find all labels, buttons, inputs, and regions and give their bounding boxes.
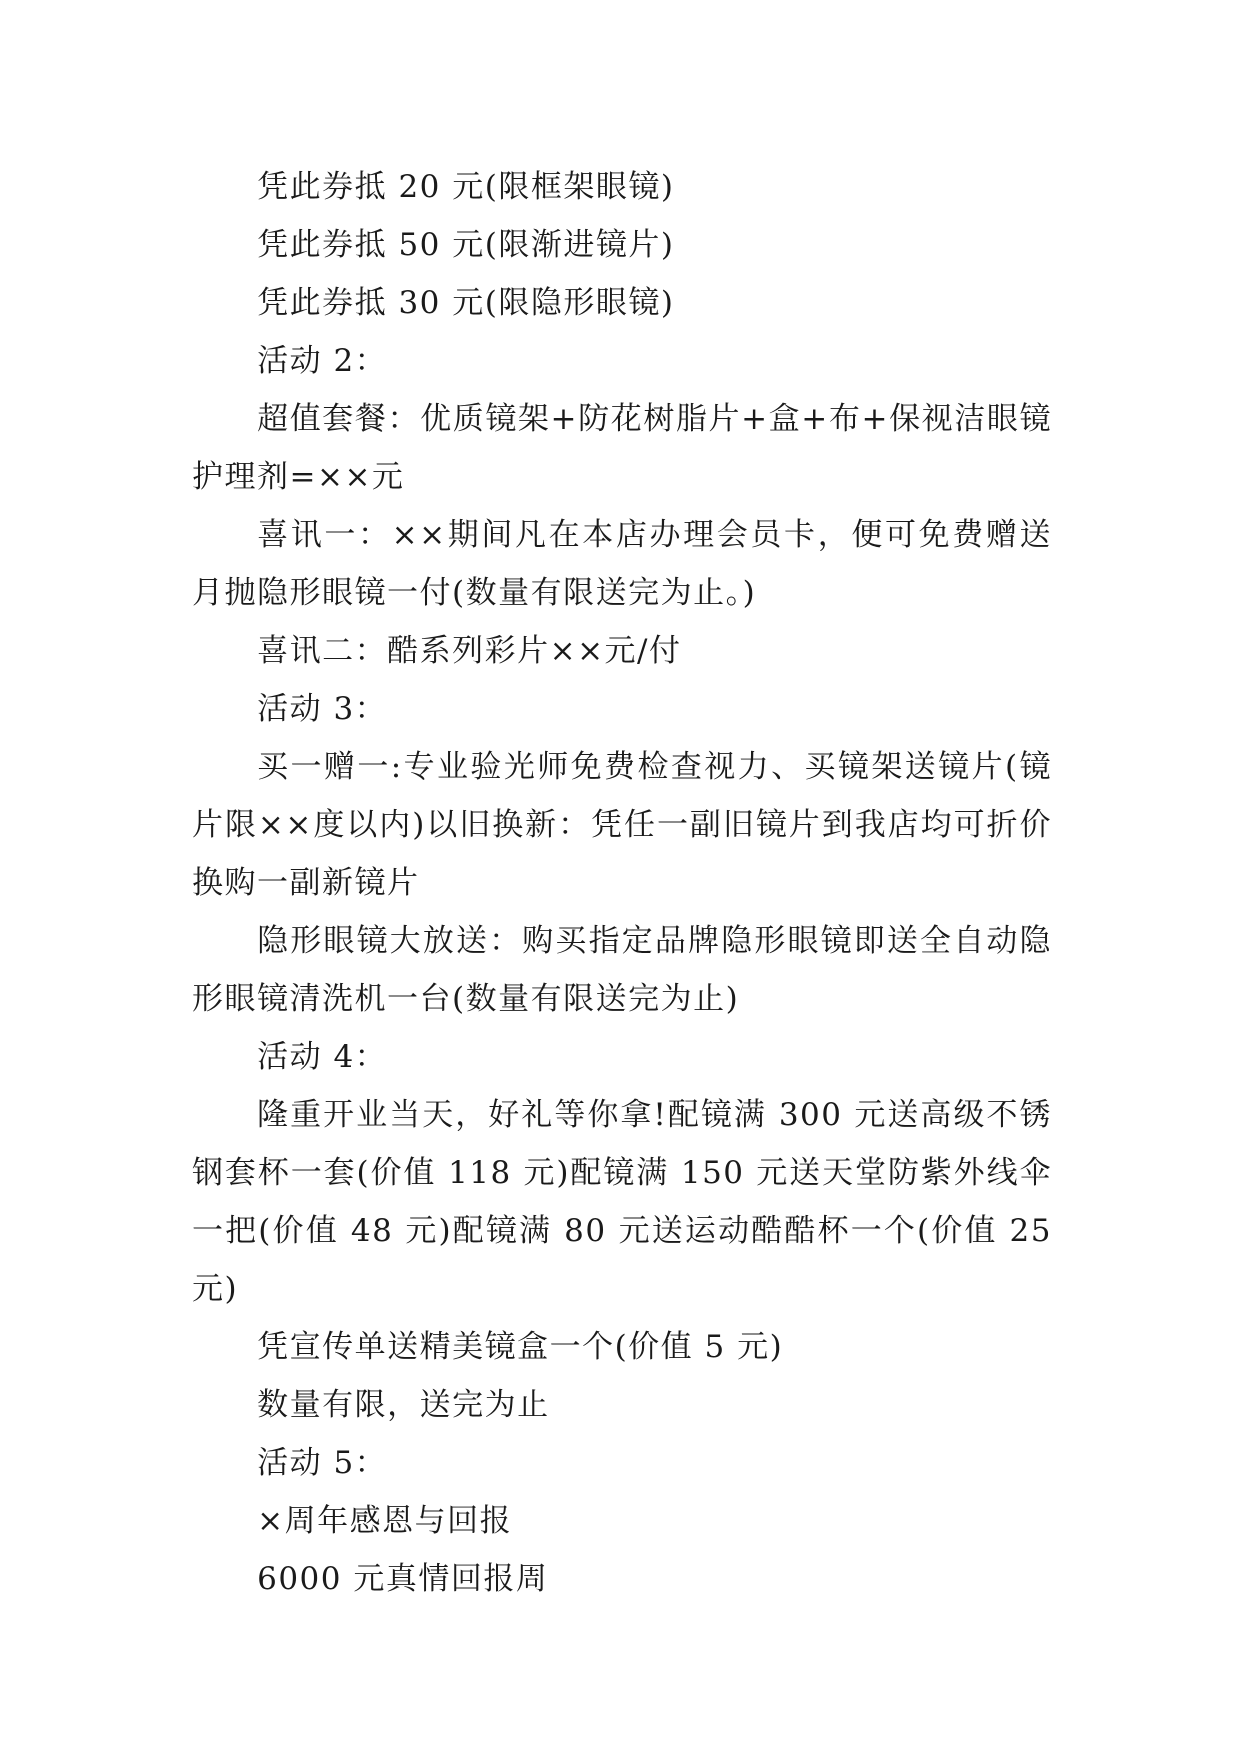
paragraph-contact-lens-giveaway: 隐形眼镜大放送：购买指定品牌隐形眼镜即送全自动隐形眼镜清洗机一台(数量有限送完为止) <box>192 923 1052 1017</box>
paragraph-news-1: 喜讯一：××期间凡在本店办理会员卡，便可免费赠送月抛隐形眼镜一付(数量有限送完为止。) <box>192 517 1052 611</box>
paragraph-limited-quantity: 数量有限，送完为止 <box>257 1387 550 1423</box>
paragraph-opening-gifts: 隆重开业当天，好礼等你拿!配镜满 300 元送高级不锈钢套杯一套(价值 118 元)配镜满 150 元送天堂防紫外线伞一把(价值 48 元)配镜满 80 元送运动酷酷杯一个(价值 25 元) <box>192 1097 1052 1307</box>
heading-activity-4: 活动 4： <box>257 1039 388 1075</box>
paragraph-news-2: 喜讯二：酷系列彩片××元/付 <box>257 633 682 669</box>
paragraph-reward-week: 6000 元真情回报周 <box>257 1561 549 1597</box>
document-body <box>192 158 1052 1608</box>
heading-activity-3: 活动 3： <box>257 691 388 727</box>
paragraph-value-package: 超值套餐：优质镜架+防花树脂片+盒+布+保视洁眼镜护理剂=××元 <box>192 401 1052 495</box>
paragraph-buy-one-get-one: 买一赠一:专业验光师免费检查视力、买镜架送镜片(镜片限××度以内)以旧换新：凭任一副旧镜片到我店均可折价换购一副新镜片 <box>192 749 1052 901</box>
heading-activity-2: 活动 2： <box>257 343 388 379</box>
paragraph-voucher-contacts: 凭此券抵 30 元(限隐形眼镜) <box>257 285 675 321</box>
paragraph-flyer-gift: 凭宣传单送精美镜盒一个(价值 5 元) <box>257 1329 784 1365</box>
heading-activity-5: 活动 5： <box>257 1445 388 1481</box>
paragraph-voucher-progressive: 凭此券抵 50 元(限渐进镜片) <box>257 227 675 263</box>
paragraph-voucher-frames: 凭此券抵 20 元(限框架眼镜) <box>257 169 675 205</box>
paragraph-anniversary: ×周年感恩与回报 <box>257 1503 513 1539</box>
